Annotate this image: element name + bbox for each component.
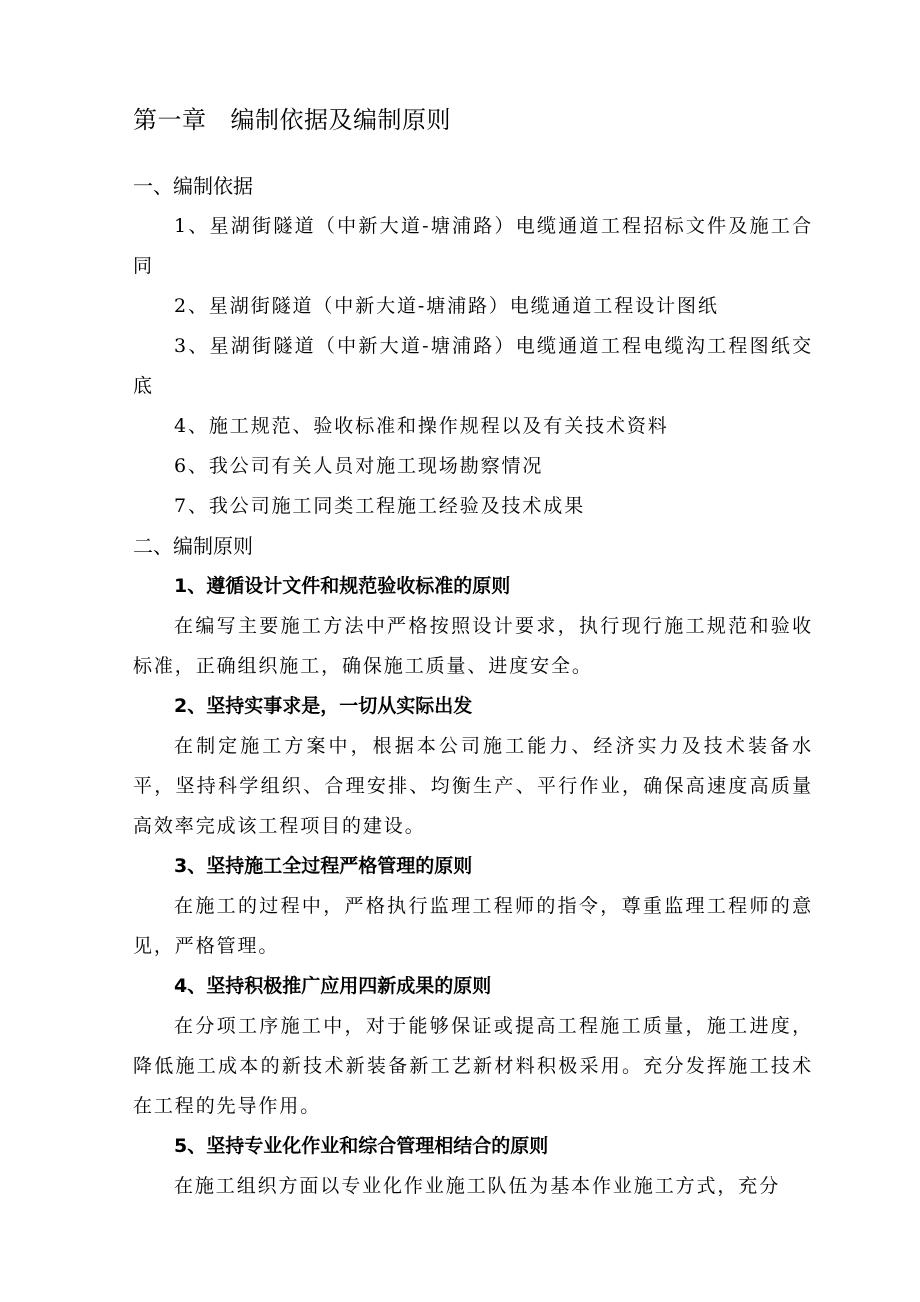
basis-item-2: 2、星湖街隧道（中新大道-塘浦路）电缆通道工程设计图纸 (174, 295, 719, 317)
principle-title-3: 3、坚持施工全过程严格管理的原则 (174, 855, 473, 877)
principle-title-5: 5、坚持专业化作业和综合管理相结合的原则 (174, 1135, 549, 1157)
principle-text-1: 在编写主要施工方法中严格按照设计要求，执行现行施工规范和验收标准，正确组织施工，确保施工质量、进度安全。 (133, 615, 813, 677)
principle-title-4: 4、坚持积极推广应用四新成果的原则 (174, 975, 492, 997)
principle-text-2: 在制定施工方案中，根据本公司施工能力、经济实力及技术装备水平，坚持科学组织、合理安排、均衡生产、平行作业，确保高速度高质量高效率完成该工程项目的建设。 (133, 735, 813, 837)
basis-item-3: 3、星湖街隧道（中新大道-塘浦路）电缆通道工程电缆沟工程图纸交底 (133, 335, 813, 397)
principle-title-1: 1、遵循设计文件和规范验收标准的原则 (174, 575, 511, 597)
basis-item-1: 1、星湖街隧道（中新大道-塘浦路）电缆通道工程招标文件及施工合同 (133, 215, 813, 277)
basis-item-6: 6、我公司有关人员对施工现场勘察情况 (174, 455, 544, 477)
principle-title-2: 2、坚持实事求是，一切从实际出发 (174, 695, 473, 717)
principle-text-4: 在分项工序施工中，对于能够保证或提高工程施工质量，施工进度，降低施工成本的新技术新装备新工艺新材料积极采用。充分发挥施工技术在工程的先导作用。 (133, 1015, 813, 1117)
principle-text-5: 在施工组织方面以专业化作业施工队伍为基本作业施工方式，充分 (174, 1175, 781, 1197)
basis-item-4: 4、施工规范、验收标准和操作规程以及有关技术资料 (174, 415, 669, 437)
chapter-number: 第一章 (133, 106, 207, 134)
basis-item-7: 7、我公司施工同类工程施工经验及技术成果 (174, 495, 586, 517)
principle-text-3: 在施工的过程中，严格执行监理工程师的指令，尊重监理工程师的意见，严格管理。 (133, 895, 813, 957)
section-heading-principles: 二、编制原则 (133, 534, 253, 558)
section-heading-basis: 一、编制依据 (133, 174, 253, 198)
chapter-title (133, 102, 451, 138)
chapter-title-text: 编制依据及编制原则 (230, 106, 451, 134)
